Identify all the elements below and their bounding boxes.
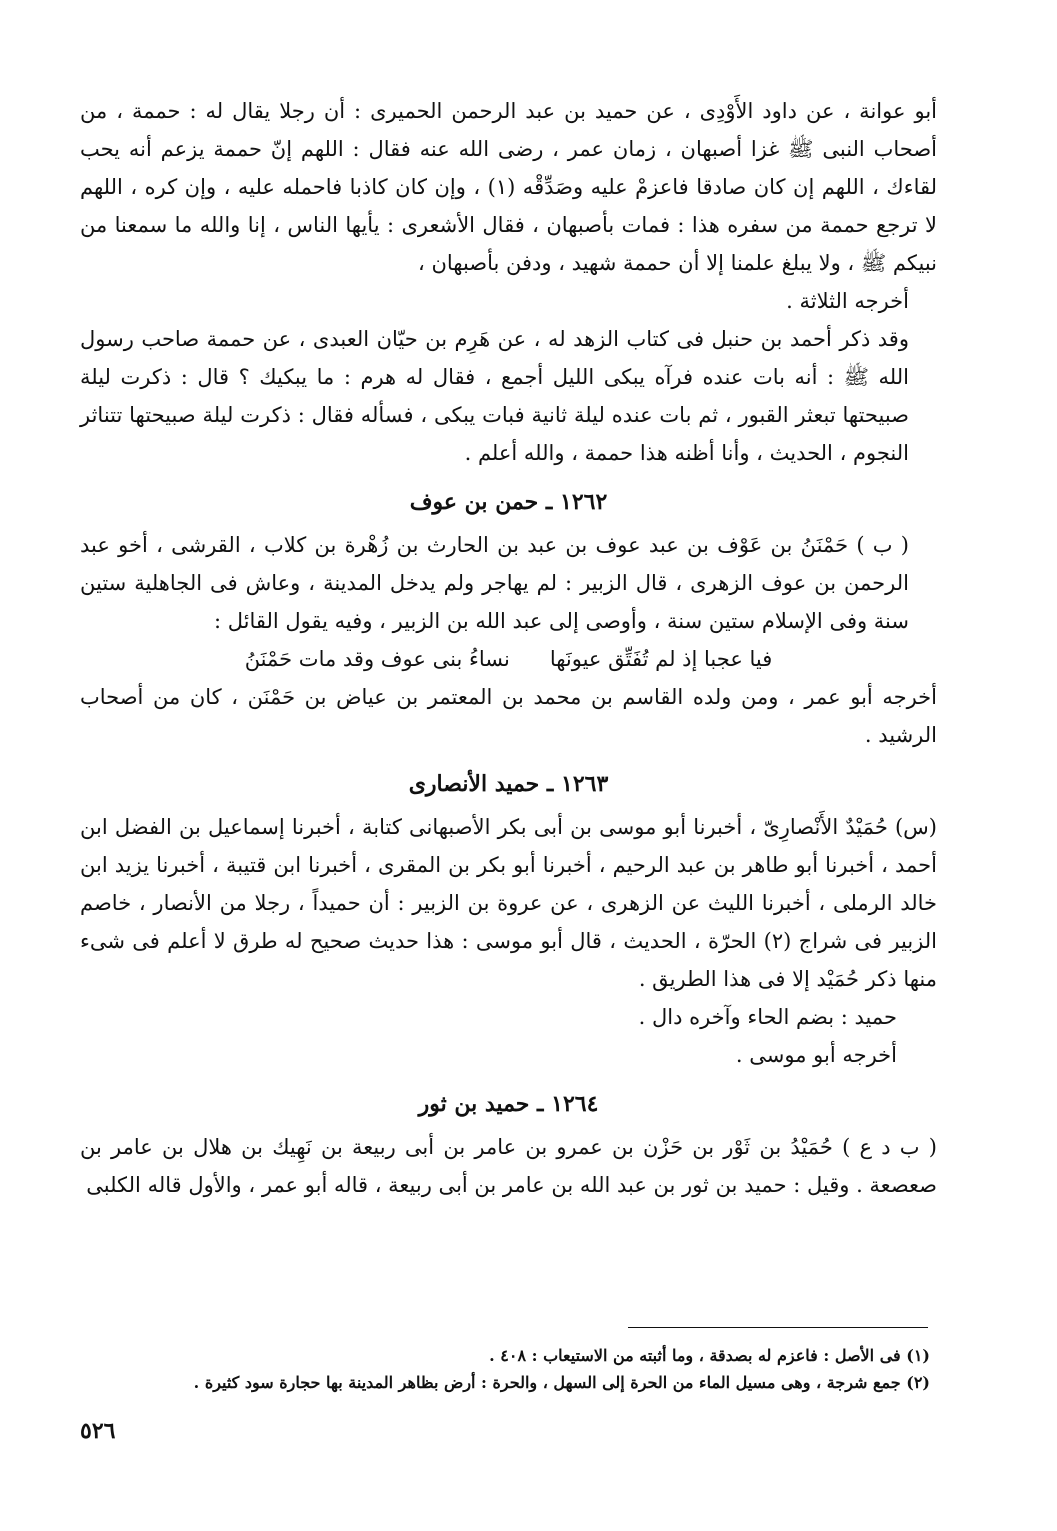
- verse-second-hemistich: نساءُ بنى عوف وقد مات حَمْنَنُ: [244, 647, 510, 671]
- entry-closing-1263: أخرجه أبو موسى .: [735, 1043, 897, 1067]
- poem-verse: [80, 640, 937, 678]
- paragraph-hamama-takhrij: أخرجه الثلاثة .: [786, 289, 909, 313]
- page-number: ٥٢٦: [80, 1418, 116, 1444]
- entry-text-1262: ( ب ) حَمْنَنُ بن عَوْف بن عبد عوف بن عبد بن الحارث بن زُهْرة بن كلاب ، القرشى ، أخو عبد الرحمن بن عوف الزهرى ، قال الزبير : لم يهاجر ولم يدخل المدينة ، وعاش فى الجاهلية ستين سنة وفى الإسلام ستين سنة ، وأوصى إلى عبد الله بن الزبير ، وفيه يقول القائل :: [80, 533, 909, 633]
- entry-note-1263: حميد : بضم الحاء وآخره دال .: [638, 1005, 897, 1029]
- entry-heading-1264: ١٢٦٤ ـ حميد بن ثور: [418, 1091, 599, 1117]
- paragraph-hamama-zuhd: وقد ذكر أحمد بن حنبل فى كتاب الزهد له ، عن هَرِم بن حيّان العبدى ، عن حممة صاحب رسول الله ﷺ : أنه بات عنده فرآه يبكى الليل أجمع ، فقال له هرم : ما يبكيك ؟ قال : ذكرت ليلة صبيحتها تبعثر القبور ، ثم بات عنده ليلة ثانية فبات يبكى ، فسأله فقال : ذكرت ليلة صبيحتها تتناثر النجوم ، الحديث ، وأنا أظنه هذا حممة ، والله أعلم .: [80, 327, 909, 465]
- entry-heading-1263: ١٢٦٣ ـ حميد الأنصارى: [408, 771, 609, 797]
- footnote-divider: [628, 1327, 928, 1328]
- entry-text-1263: (س) حُمَيْدٌ الأَنْصارِىّ ، أخبرنا أبو موسى بن أبى بكر الأصبهانى كتابة ، أخبرنا إسماعيل بن الفضل ابن أحمد ، أخبرنا أبو طاهر بن عبد الرحيم ، أخبرنا أبو بكر بن المقرى ، أخبرنا ابن قتيبة ، أخبرنا يزيد ابن خالد الرملى ، أخبرنا الليث عن الزهرى ، عن عروة بن الزبير : أن حميداً ، رجلا من الأنصار ، خاصم الزبير فى شراج (٢) الحرّة ، الحديث ، قال أبو موسى : هذا حديث صحيح له طرق لا أعلم فى شىء منها ذكر حُمَيْد إلا فى هذا الطريق .: [80, 815, 937, 991]
- footnotes: [80, 1342, 930, 1396]
- entry-closing-1262: أخرجه أبو عمر ، ومن ولده القاسم بن محمد بن المعتمر بن عياض بن حَمْنَن ، كان من أصحاب الرشيد .: [80, 685, 937, 747]
- entry-text-1264: ( ب د ع ) حُمَيْدُ بن ثَوْر بن حَزْن بن عمرو بن عامر بن أبى ربيعة بن نَهِيك بن هلال بن عامر بن صعصعة . وقيل : حميد بن ثور بن عبد الله بن عامر بن أبى ربيعة ، قاله أبو عمر ، والأول قاله الكلبى: [80, 1135, 937, 1197]
- verse-first-hemistich: فيا عجبا إذ لم تُفَتِّق عيونَها: [549, 647, 773, 671]
- footnote-1: (١) فى الأصل : فاعزم له بصدقة ، وما أثبته من الاستيعاب : ٤٠٨ .: [489, 1346, 930, 1365]
- entry-heading-1262: ١٢٦٢ ـ حمن بن عوف: [409, 489, 608, 515]
- footnote-2: (٢) جمع شرجة ، وهى مسيل الماء من الحرة إلى السهل ، والحرة : أرض بظاهر المدينة بها حجارة سود كثيرة .: [193, 1373, 930, 1392]
- paragraph-hamama-hadith: أبو عوانة ، عن داود الأَوْدِى ، عن حميد بن عبد الرحمن الحميرى : أن رجلا يقال له : حممة ، من أصحاب النبى ﷺ غزا أصبهان ، زمان عمر ، رضى الله عنه فقال : اللهم إنّ حممة يزعم أنه يحب لقاءك ، اللهم إن كان صادقا فاعزمْ عليه وصَدِّقْه (١) ، وإن كان كاذبا فاحمله عليه ، وإن كره ، اللهم لا ترجع حممة من سفره هذا : فمات بأصبهان ، فقال الأشعرى : يأيها الناس ، إنا والله ما سمعنا من نبيكم ﷺ ، ولا يبلغ علمنا إلا أن حممة شهيد ، ودفن بأصبهان ،: [80, 99, 937, 275]
